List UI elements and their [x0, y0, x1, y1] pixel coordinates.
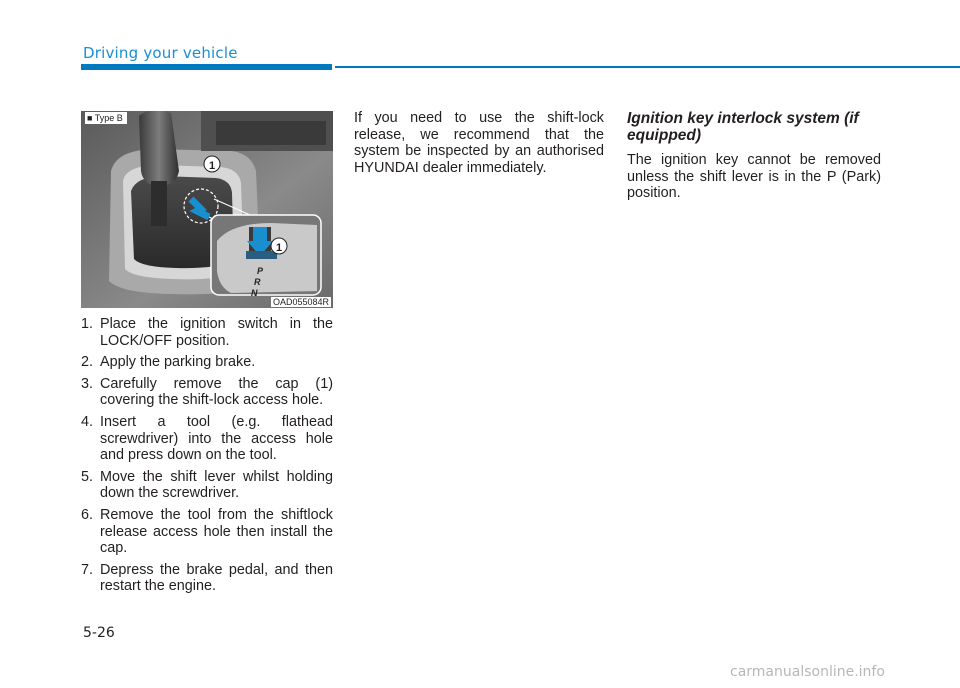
step-number: 5.	[81, 468, 94, 485]
middle-column	[354, 110, 604, 176]
step-number: 1.	[81, 316, 94, 332]
step-text: Remove the tool from the shiftlock release access hole then install the cap.	[100, 506, 333, 557]
step-item	[81, 376, 333, 409]
step-text: Carefully remove the cap (1) covering the shift-lock access hole.	[100, 375, 333, 409]
step-item	[81, 316, 333, 349]
header-rule-thin	[335, 66, 960, 68]
callout-label-main: 1	[209, 160, 216, 172]
step-item	[81, 507, 333, 557]
step-text: Insert a tool (e.g. flathead screwdriver) into the access hole and press down on the tool.	[100, 413, 333, 464]
page-number: 5-26	[83, 625, 115, 641]
gear-letter-n: N	[251, 288, 258, 298]
gear-letter-p: P	[257, 266, 264, 276]
section-title: Driving your vehicle	[83, 44, 238, 62]
watermark: carmanualsonline.info	[730, 664, 885, 680]
type-label: ■ Type B	[85, 112, 127, 124]
step-number: 2.	[81, 354, 94, 371]
right-column	[627, 110, 881, 202]
step-item	[81, 562, 333, 595]
header-rule-thick	[81, 64, 332, 70]
interlock-paragraph: The ignition key cannot be removed unless the shift lever is in the P (Park) position.	[627, 152, 881, 202]
step-number: 4.	[81, 413, 94, 430]
interlock-heading: Ignition key interlock system (if equipped)	[627, 110, 859, 144]
shift-lock-advice: If you need to use the shift-lock release, we recommend that the system be inspected by an authorised HYUNDAI dealer immediately.	[354, 110, 604, 176]
step-number: 3.	[81, 375, 94, 392]
step-text: Place the ignition switch in the LOCK/OFF position.	[100, 316, 333, 349]
step-text: Depress the brake pedal, and then restart the engine.	[100, 561, 333, 595]
step-text: Move the shift lever whilst holding down the screwdriver.	[100, 468, 333, 502]
step-item	[81, 469, 333, 502]
step-text: Apply the parking brake.	[100, 354, 256, 371]
shift-lever-illustration	[81, 111, 333, 308]
figure-code: OAD055084R	[272, 297, 329, 307]
step-item	[81, 354, 333, 371]
shift-lever-drawing	[81, 111, 333, 308]
shift-lock-steps	[81, 316, 333, 595]
step-item	[81, 414, 333, 464]
gear-letter-r: R	[254, 277, 261, 287]
step-number: 6.	[81, 506, 94, 523]
step-number: 7.	[81, 561, 94, 578]
callout-label-inset: 1	[276, 242, 283, 254]
steps-column	[81, 316, 333, 600]
